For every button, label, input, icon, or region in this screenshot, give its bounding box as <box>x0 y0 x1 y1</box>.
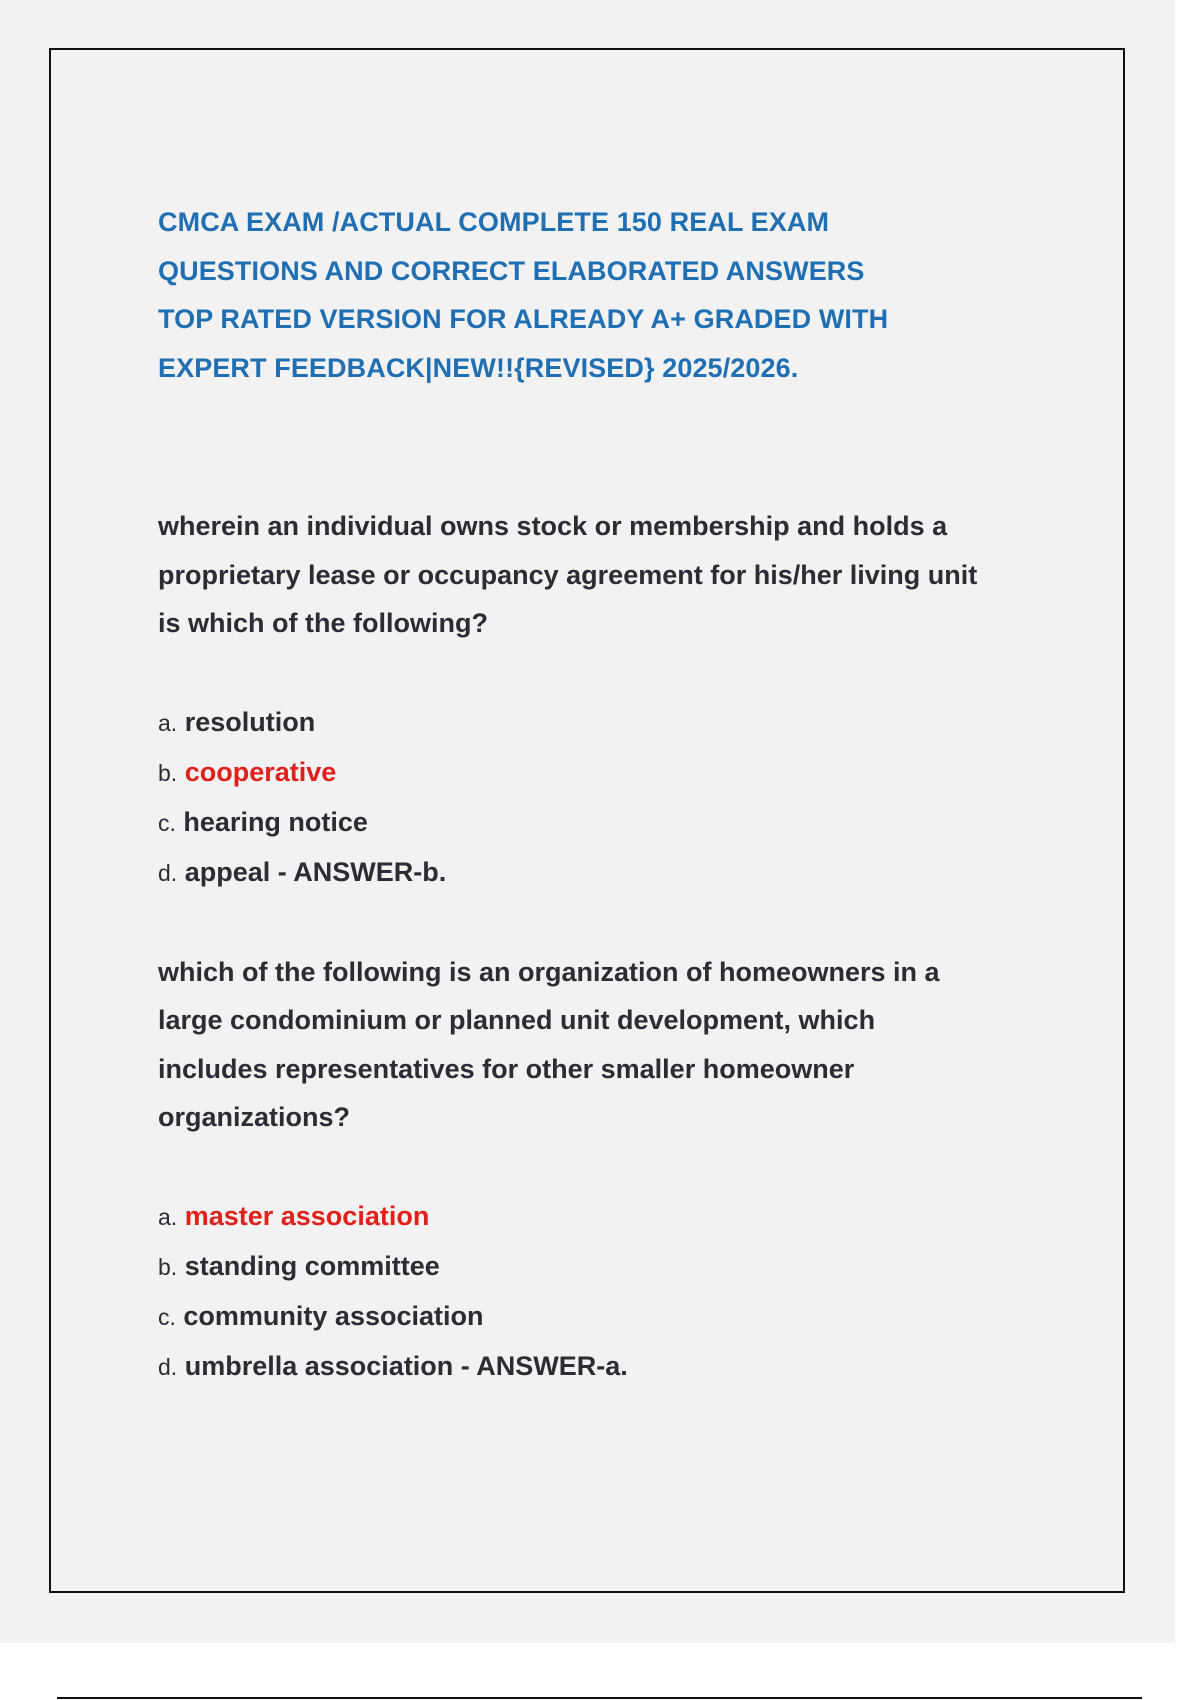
title-line: CMCA EXAM /ACTUAL COMPLETE 150 REAL EXAM <box>158 207 830 237</box>
option-letter: a. <box>158 1203 178 1230</box>
question-line: wherein an individual owns stock or membership and holds a <box>158 511 948 541</box>
option-letter: a. <box>158 709 178 736</box>
answer-options <box>158 1192 1058 1392</box>
question-text <box>158 948 1058 1142</box>
answer-option <box>158 798 1058 848</box>
footer-rule <box>57 1697 1142 1699</box>
option-text-correct: cooperative <box>184 756 337 787</box>
answer-key: - ANSWER-b. <box>270 856 447 887</box>
question-line: large condominium or planned unit development, which <box>158 1005 876 1035</box>
option-text: appeal <box>184 856 271 887</box>
question-line: proprietary lease or occupancy agreement for his/her living unit <box>158 559 978 590</box>
option-text: hearing notice <box>183 806 368 837</box>
answer-option-correct <box>158 1192 1058 1242</box>
option-letter: b. <box>158 759 178 786</box>
answer-option <box>158 848 1058 898</box>
question-line: includes representatives for other smaller homeowner <box>158 1053 855 1084</box>
question-block-1 <box>158 502 1058 898</box>
title-line: QUESTIONS AND CORRECT ELABORATED ANSWERS <box>158 255 865 286</box>
option-letter: b. <box>158 1253 178 1280</box>
option-text-correct: master association <box>184 1200 430 1231</box>
option-text: community association <box>183 1300 484 1331</box>
option-text: umbrella association <box>184 1350 454 1381</box>
option-letter: d. <box>158 1353 178 1380</box>
question-line: is which of the following? <box>158 608 488 638</box>
answer-option <box>158 1342 1058 1392</box>
answer-option <box>158 698 1058 748</box>
question-block-2 <box>158 948 1058 1392</box>
question-line: organizations? <box>158 1102 351 1132</box>
title-line: EXPERT FEEDBACK|NEW!!{REVISED} 2025/2026. <box>158 352 799 383</box>
answer-key: - ANSWER-a. <box>453 1350 628 1381</box>
title-line: TOP RATED VERSION FOR ALREADY A+ GRADED WITH <box>158 304 889 334</box>
answer-option-correct <box>158 748 1058 798</box>
option-text: resolution <box>184 706 316 737</box>
option-letter: c. <box>158 1303 176 1330</box>
document-content <box>158 198 1058 1392</box>
answer-options <box>158 698 1058 898</box>
option-letter: c. <box>158 809 176 836</box>
question-line: which of the following is an organization of homeowners in a <box>158 956 940 987</box>
answer-option <box>158 1242 1058 1292</box>
option-letter: d. <box>158 859 178 886</box>
question-text <box>158 502 1058 648</box>
answer-option <box>158 1292 1058 1342</box>
option-text: standing committee <box>184 1250 440 1281</box>
document-title <box>158 198 1058 392</box>
